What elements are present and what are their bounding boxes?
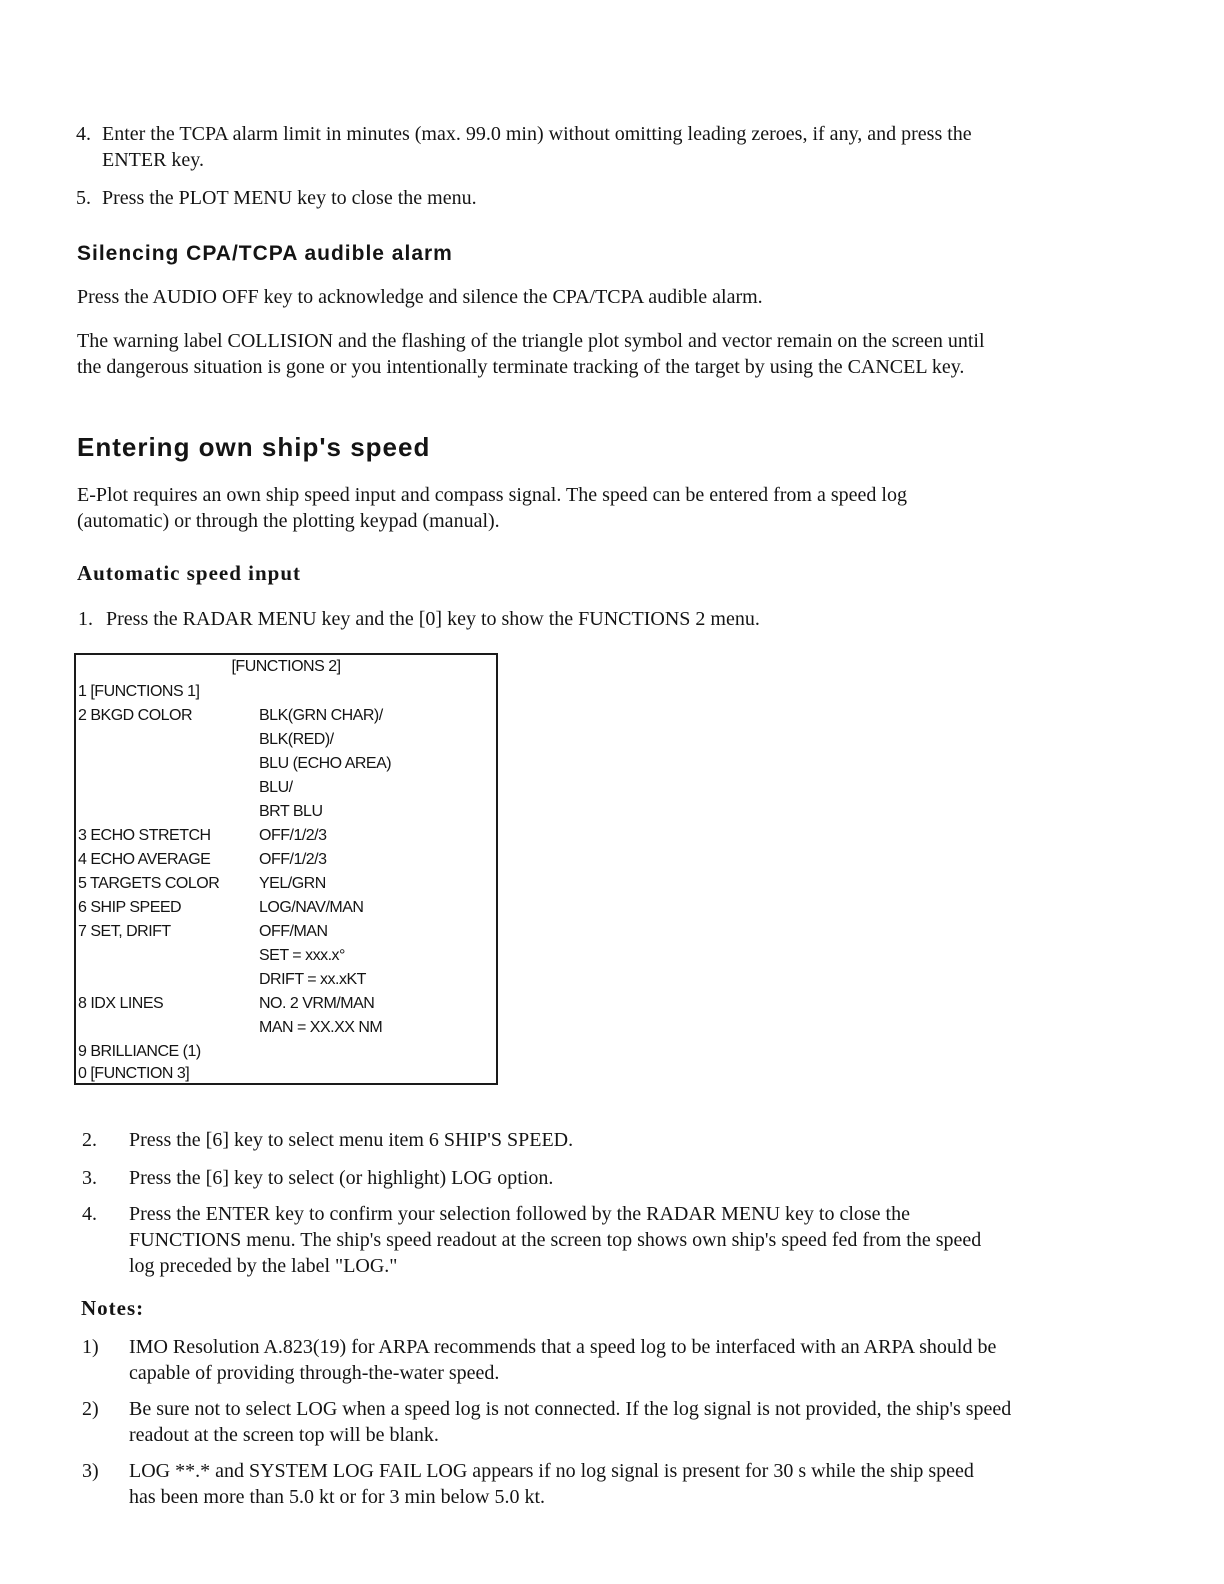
section-heading-own-speed: Entering own ship's speed xyxy=(77,432,431,462)
note-text: Be sure not to select LOG when a speed log is not connected. If the log signal is not provided, the ship's speed readout at the screen top will be blank. xyxy=(129,1398,1012,1446)
auto-step-1 xyxy=(78,606,1018,632)
step-text: Press the RADAR MENU key and the [0] key to show the FUNCTIONS 2 menu. xyxy=(106,608,760,630)
step-5-close-menu xyxy=(76,185,1016,211)
menu-item-0: 0 [FUNCTION 3] xyxy=(78,1065,190,1082)
step-text: Press the PLOT MENU key to close the menu. xyxy=(102,187,477,209)
step-4-tcpa xyxy=(76,121,1016,173)
step-text: Enter the TCPA alarm limit in minutes (max. 99.0 min) without omitting leading zeroes, if any, and press the ENTER key. xyxy=(102,123,972,171)
menu-item-9: 9 BRILLIANCE (1) xyxy=(78,1043,201,1060)
step-number: 4. xyxy=(76,123,91,145)
menu-option: MAN = XX.XX NM xyxy=(259,1019,383,1036)
silencing-paragraph-1: Press the AUDIO OFF key to acknowledge and silence the CPA/TCPA audible alarm. xyxy=(77,286,763,308)
menu-option: YEL/GRN xyxy=(259,875,326,892)
menu-item-1: 1 [FUNCTIONS 1] xyxy=(78,683,200,700)
menu-item-5: 5 TARGETS COLOR xyxy=(78,875,220,892)
menu-option: LOG/NAV/MAN xyxy=(259,899,364,916)
note-text: IMO Resolution A.823(19) for ARPA recommends that a speed log to be interfaced with an ARPA should be capable of providing through-the-water speed. xyxy=(129,1336,997,1384)
menu-option: BLK(RED)/ xyxy=(259,731,334,748)
step-text: Press the ENTER key to confirm your selection followed by the RADAR MENU key to close the FUNCTIONS menu. The ship's speed readout at the screen top shows own ship's speed fed from the speed log preceded by the label "LOG." xyxy=(129,1203,982,1277)
functions-2-menu xyxy=(74,653,498,1085)
step-number: 2. xyxy=(82,1129,97,1151)
menu-item-2: 2 BKGD COLOR xyxy=(78,707,193,724)
subsection-heading-automatic: Automatic speed input xyxy=(77,561,302,585)
menu-item-4: 4 ECHO AVERAGE xyxy=(78,851,211,868)
menu-item-8: 8 IDX LINES xyxy=(78,995,164,1012)
note-number: 3) xyxy=(82,1460,99,1482)
step-number: 3. xyxy=(82,1167,97,1189)
menu-option: OFF/1/2/3 xyxy=(259,827,327,844)
notes-heading: Notes: xyxy=(81,1296,145,1320)
auto-step-2 xyxy=(82,1127,1022,1153)
note-1 xyxy=(82,1334,1022,1386)
menu-option: BRT BLU xyxy=(259,803,323,820)
menu-option: NO. 2 VRM/MAN xyxy=(259,995,375,1012)
own-speed-paragraph: E-Plot requires an own ship speed input and compass signal. The speed can be entered from a speed log (automatic) or through the plotting keypad (manual). xyxy=(77,484,907,532)
menu-item-7: 7 SET, DRIFT xyxy=(78,923,171,940)
menu-item-3: 3 ECHO STRETCH xyxy=(78,827,211,844)
step-number: 4. xyxy=(82,1203,97,1225)
menu-item-6: 6 SHIP SPEED xyxy=(78,899,182,916)
auto-step-3 xyxy=(82,1165,1022,1191)
note-2 xyxy=(82,1396,1022,1448)
step-number: 1. xyxy=(78,608,93,630)
menu-option: OFF/1/2/3 xyxy=(259,851,327,868)
note-3 xyxy=(82,1458,1022,1510)
auto-step-4 xyxy=(82,1201,1022,1279)
menu-title: [FUNCTIONS 2] xyxy=(231,658,341,675)
step-number: 5. xyxy=(76,187,91,209)
note-number: 2) xyxy=(82,1398,99,1420)
menu-option: SET = xxx.x° xyxy=(259,947,345,964)
section-heading-silencing: Silencing CPA/TCPA audible alarm xyxy=(77,242,453,265)
note-text: LOG **.* and SYSTEM LOG FAIL LOG appears if no log signal is present for 30 s while the ship speed has been more than 5.0 kt or for 3 min below 5.0 kt. xyxy=(129,1460,974,1508)
menu-option: BLK(GRN CHAR)/ xyxy=(259,707,383,724)
step-text: Press the [6] key to select (or highlight) LOG option. xyxy=(129,1167,554,1189)
step-text: Press the [6] key to select menu item 6 SHIP'S SPEED. xyxy=(129,1129,574,1151)
note-number: 1) xyxy=(82,1336,99,1358)
menu-option: DRIFT = xx.xKT xyxy=(259,971,366,988)
menu-option: BLU (ECHO AREA) xyxy=(259,755,392,772)
menu-option: OFF/MAN xyxy=(259,923,328,940)
menu-option: BLU/ xyxy=(259,779,293,796)
silencing-paragraph-2: The warning label COLLISION and the flashing of the triangle plot symbol and vector remain on the screen until the dangerous situation is gone or you intentionally terminate tracking of the target by using the CANCEL key. xyxy=(77,330,985,378)
